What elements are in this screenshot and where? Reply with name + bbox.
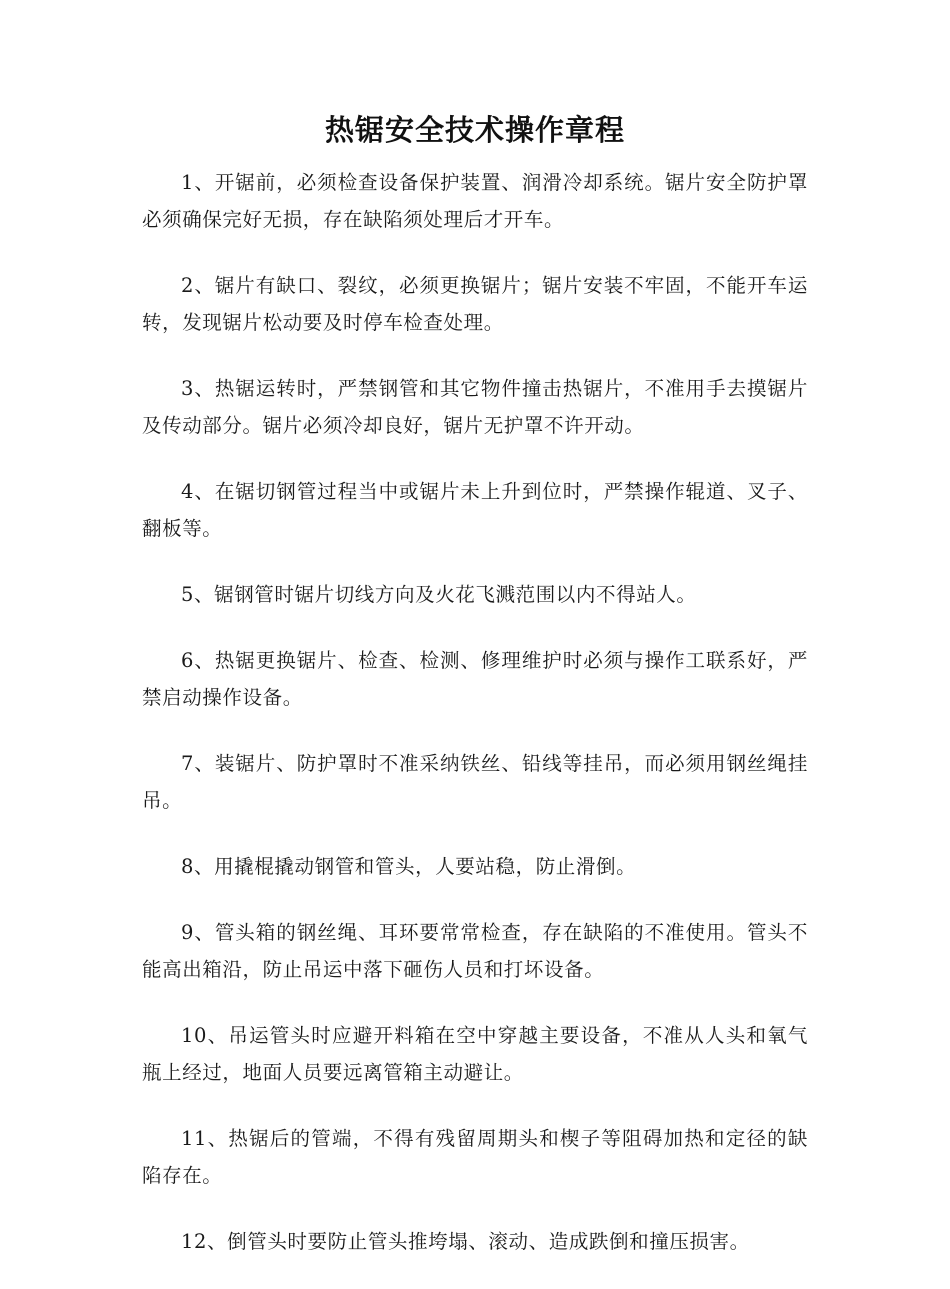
rule-item: 10、吊运管头时应避开料箱在空中穿越主要设备，不准从人头和氧气瓶上经过，地面人员要远离管箱主动避让。: [142, 1024, 808, 1084]
document-title: 热锯安全技术操作章程: [324, 113, 625, 147]
rule-item: 6、热锯更换锯片、检查、检测、修理维护时必须与操作工联系好，严禁启动操作设备。: [142, 649, 808, 709]
rule-item: 2、锯片有缺口、裂纹，必须更换锯片；锯片安装不牢固，不能开车运转，发现锯片松动要及时停车检查处理。: [142, 274, 808, 334]
rules-list: [142, 164, 808, 1289]
rule-item: 12、倒管头时要防止管头推垮塌、滚动、造成跌倒和撞压损害。: [181, 1230, 750, 1253]
rule-item: 7、装锯片、防护罩时不准采纳铁丝、铅线等挂吊，而必须用钢丝绳挂吊。: [142, 752, 808, 812]
rule-item: 9、管头箱的钢丝绳、耳环要常常检查，存在缺陷的不准使用。管头不能高出箱沿，防止吊运中落下砸伤人员和打坏设备。: [142, 921, 808, 981]
rule-item: 5、锯钢管时锯片切线方向及火花飞溅范围以内不得站人。: [181, 583, 697, 606]
rule-item: 3、热锯运转时，严禁钢管和其它物件撞击热锯片，不准用手去摸锯片及传动部分。锯片必须冷却良好，锯片无护罩不许开动。: [142, 377, 808, 437]
rule-item: 11、热锯后的管端，不得有残留周期头和楔子等阻碍加热和定径的缺陷存在。: [142, 1127, 808, 1187]
rule-item: 8、用撬棍撬动钢管和管头，人要站稳，防止滑倒。: [181, 855, 637, 878]
rule-item: 4、在锯切钢管过程当中或锯片未上升到位时，严禁操作辊道、叉子、翻板等。: [142, 480, 808, 540]
rule-item: 1、开锯前，必须检查设备保护装置、润滑冷却系统。锯片安全防护罩必须确保完好无损，存在缺陷须处理后才开车。: [142, 171, 808, 231]
